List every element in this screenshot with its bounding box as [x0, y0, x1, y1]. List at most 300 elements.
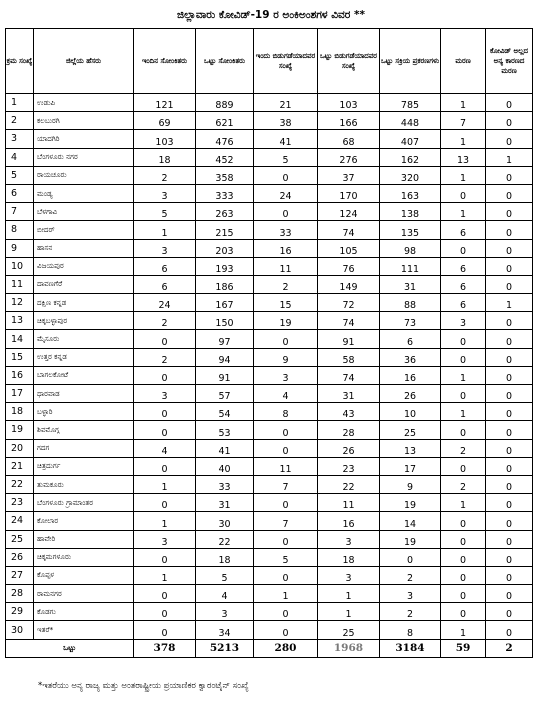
cell-today: 0 [134, 621, 196, 639]
cell-other-deaths: 1 [486, 148, 533, 166]
cell-district: ರಾಯಚೂರು [34, 166, 134, 184]
cell-district: ಹಾವೇರಿ [34, 530, 134, 548]
cell-discharged-total: 76 [318, 257, 380, 275]
cell-total: 5 [196, 566, 254, 584]
cell-total: 4 [196, 585, 254, 603]
cell-sno: 3 [6, 130, 34, 148]
table-row [6, 548, 533, 566]
cell-active: 785 [380, 94, 441, 112]
cell-today: 2 [134, 312, 196, 330]
cell-discharged-total: 23 [318, 457, 380, 475]
table-row [6, 621, 533, 639]
cell-discharged-total: 3 [318, 530, 380, 548]
cell-other-deaths: 0 [486, 330, 533, 348]
table-row [6, 439, 533, 457]
cell-today: 1 [134, 221, 196, 239]
cell-today: 0 [134, 548, 196, 566]
cell-discharged-today: 3 [254, 366, 318, 384]
cell-other-deaths: 0 [486, 603, 533, 621]
table-row [6, 403, 533, 421]
cell-other-deaths: 0 [486, 475, 533, 493]
cell-other-deaths: 0 [486, 385, 533, 403]
cell-sno: 11 [6, 275, 34, 293]
cell-sno: 24 [6, 512, 34, 530]
cell-discharged-today: 4 [254, 385, 318, 403]
cell-total: 263 [196, 203, 254, 221]
cell-total: 31 [196, 494, 254, 512]
header-total: ಒಟ್ಟು ಸೋಂಕಿತರು [196, 29, 254, 94]
cell-discharged-total: 43 [318, 403, 380, 421]
cell-other-deaths: 0 [486, 94, 533, 112]
covid-stats-table [5, 28, 533, 658]
table-row [6, 494, 533, 512]
cell-active: 163 [380, 184, 441, 202]
cell-active: 88 [380, 294, 441, 312]
table-row [6, 184, 533, 202]
cell-today: 3 [134, 530, 196, 548]
cell-deaths: 2 [441, 475, 486, 493]
table-row [6, 330, 533, 348]
cell-other-deaths: 0 [486, 439, 533, 457]
totals-row [6, 639, 533, 657]
cell-deaths: 0 [441, 603, 486, 621]
cell-sno: 2 [6, 112, 34, 130]
cell-active: 14 [380, 512, 441, 530]
cell-deaths: 0 [441, 184, 486, 202]
cell-discharged-today: 16 [254, 239, 318, 257]
cell-active: 26 [380, 385, 441, 403]
table-row [6, 130, 533, 148]
cell-discharged-today: 38 [254, 112, 318, 130]
cell-today: 103 [134, 130, 196, 148]
cell-active: 320 [380, 166, 441, 184]
cell-other-deaths: 0 [486, 184, 533, 202]
cell-deaths: 3 [441, 312, 486, 330]
cell-sno: 26 [6, 548, 34, 566]
cell-today: 6 [134, 257, 196, 275]
table-row [6, 294, 533, 312]
cell-today: 6 [134, 275, 196, 293]
totals-active: 3184 [380, 639, 441, 657]
cell-district: ಬಾಗಲಕೋಟೆ [34, 366, 134, 384]
cell-total: 53 [196, 421, 254, 439]
table-row [6, 275, 533, 293]
cell-sno: 1 [6, 94, 34, 112]
cell-other-deaths: 0 [486, 621, 533, 639]
cell-discharged-total: 28 [318, 421, 380, 439]
cell-sno: 13 [6, 312, 34, 330]
totals-discharged-today: 280 [254, 639, 318, 657]
table-row [6, 94, 533, 112]
cell-total: 30 [196, 512, 254, 530]
cell-district: ದಾವಣಗೆರೆ [34, 275, 134, 293]
cell-other-deaths: 1 [486, 294, 533, 312]
cell-active: 19 [380, 494, 441, 512]
cell-active: 19 [380, 530, 441, 548]
cell-discharged-today: 0 [254, 330, 318, 348]
cell-sno: 19 [6, 421, 34, 439]
cell-other-deaths: 0 [486, 275, 533, 293]
table-row [6, 603, 533, 621]
cell-today: 0 [134, 330, 196, 348]
cell-district: ದಕ್ಷಿಣ ಕನ್ನಡ [34, 294, 134, 312]
table-row [6, 530, 533, 548]
cell-discharged-today: 11 [254, 457, 318, 475]
cell-active: 25 [380, 421, 441, 439]
cell-discharged-today: 8 [254, 403, 318, 421]
cell-sno: 29 [6, 603, 34, 621]
cell-deaths: 0 [441, 385, 486, 403]
cell-discharged-total: 22 [318, 475, 380, 493]
cell-discharged-today: 0 [254, 421, 318, 439]
cell-today: 0 [134, 585, 196, 603]
cell-discharged-today: 15 [254, 294, 318, 312]
cell-sno: 15 [6, 348, 34, 366]
cell-active: 2 [380, 566, 441, 584]
cell-active: 10 [380, 403, 441, 421]
cell-deaths: 0 [441, 330, 486, 348]
cell-other-deaths: 0 [486, 548, 533, 566]
header-row [6, 29, 533, 94]
cell-discharged-total: 149 [318, 275, 380, 293]
cell-active: 3 [380, 585, 441, 603]
cell-sno: 8 [6, 221, 34, 239]
cell-district: ಕೊಡಗು [34, 603, 134, 621]
table-row [6, 566, 533, 584]
cell-discharged-today: 0 [254, 621, 318, 639]
cell-total: 203 [196, 239, 254, 257]
cell-today: 0 [134, 603, 196, 621]
cell-today: 18 [134, 148, 196, 166]
table-row [6, 203, 533, 221]
cell-sno: 21 [6, 457, 34, 475]
cell-district: ಬೆಂಗಳೂರು ಗ್ರಾಮಾಂತರ [34, 494, 134, 512]
cell-sno: 20 [6, 439, 34, 457]
cell-deaths: 0 [441, 548, 486, 566]
cell-other-deaths: 0 [486, 239, 533, 257]
table-row [6, 312, 533, 330]
cell-discharged-today: 24 [254, 184, 318, 202]
cell-other-deaths: 0 [486, 403, 533, 421]
cell-sno: 30 [6, 621, 34, 639]
cell-today: 2 [134, 166, 196, 184]
cell-discharged-total: 74 [318, 312, 380, 330]
cell-district: ಉತ್ತರ ಕನ್ನಡ [34, 348, 134, 366]
cell-district: ಇತರೆ* [34, 621, 134, 639]
cell-discharged-total: 166 [318, 112, 380, 130]
cell-sno: 14 [6, 330, 34, 348]
cell-active: 2 [380, 603, 441, 621]
cell-total: 193 [196, 257, 254, 275]
cell-district: ಕಲಬುರಗಿ [34, 112, 134, 130]
cell-sno: 17 [6, 385, 34, 403]
cell-district: ಯಾದಗಿರಿ [34, 130, 134, 148]
cell-district: ಬೀದರ್ [34, 221, 134, 239]
table-row [6, 475, 533, 493]
cell-other-deaths: 0 [486, 312, 533, 330]
cell-total: 18 [196, 548, 254, 566]
cell-deaths: 0 [441, 457, 486, 475]
cell-active: 9 [380, 475, 441, 493]
cell-discharged-total: 31 [318, 385, 380, 403]
cell-deaths: 1 [441, 203, 486, 221]
cell-deaths: 1 [441, 621, 486, 639]
cell-active: 36 [380, 348, 441, 366]
cell-active: 135 [380, 221, 441, 239]
cell-discharged-total: 25 [318, 621, 380, 639]
cell-deaths: 1 [441, 494, 486, 512]
cell-deaths: 6 [441, 275, 486, 293]
cell-total: 167 [196, 294, 254, 312]
cell-discharged-today: 0 [254, 439, 318, 457]
cell-today: 121 [134, 94, 196, 112]
table-row [6, 385, 533, 403]
cell-today: 69 [134, 112, 196, 130]
cell-total: 91 [196, 366, 254, 384]
cell-sno: 22 [6, 475, 34, 493]
cell-other-deaths: 0 [486, 585, 533, 603]
cell-discharged-today: 7 [254, 512, 318, 530]
cell-discharged-total: 16 [318, 512, 380, 530]
cell-total: 41 [196, 439, 254, 457]
cell-deaths: 1 [441, 403, 486, 421]
cell-district: ಮಂಡ್ಯ [34, 184, 134, 202]
cell-district: ಬೆಳಗಾವಿ [34, 203, 134, 221]
totals-total: 5213 [196, 639, 254, 657]
cell-discharged-total: 18 [318, 548, 380, 566]
cell-today: 0 [134, 494, 196, 512]
table-row [6, 348, 533, 366]
cell-deaths: 0 [441, 239, 486, 257]
cell-discharged-today: 33 [254, 221, 318, 239]
cell-district: ಚಿತ್ರದುರ್ಗ [34, 457, 134, 475]
totals-label: ಒಟ್ಟು [6, 639, 134, 657]
header-today: ಇಂದಿನ ಸೋಂಕಿತರು [134, 29, 196, 94]
cell-district: ವಿಜಯಪುರ [34, 257, 134, 275]
cell-sno: 16 [6, 366, 34, 384]
cell-today: 1 [134, 512, 196, 530]
cell-deaths: 0 [441, 530, 486, 548]
cell-today: 0 [134, 457, 196, 475]
cell-other-deaths: 0 [486, 421, 533, 439]
page-title: ಜಿಲ್ಲಾವಾರು ಕೋವಿಡ್-19 ರ ಅಂಕಿಅಂಶಗಳ ವಿವರ ** [177, 9, 365, 21]
cell-district: ಕೋಲಾರ [34, 512, 134, 530]
table-row [6, 239, 533, 257]
cell-deaths: 0 [441, 512, 486, 530]
cell-discharged-total: 26 [318, 439, 380, 457]
cell-discharged-today: 2 [254, 275, 318, 293]
cell-deaths: 1 [441, 130, 486, 148]
cell-sno: 5 [6, 166, 34, 184]
cell-total: 889 [196, 94, 254, 112]
cell-sno: 23 [6, 494, 34, 512]
cell-today: 4 [134, 439, 196, 457]
cell-district: ಉಡುಪಿ [34, 94, 134, 112]
table-row [6, 257, 533, 275]
cell-other-deaths: 0 [486, 348, 533, 366]
cell-active: 73 [380, 312, 441, 330]
cell-discharged-today: 19 [254, 312, 318, 330]
cell-active: 8 [380, 621, 441, 639]
cell-today: 3 [134, 385, 196, 403]
cell-active: 448 [380, 112, 441, 130]
cell-discharged-total: 91 [318, 330, 380, 348]
cell-discharged-total: 58 [318, 348, 380, 366]
cell-other-deaths: 0 [486, 530, 533, 548]
cell-discharged-total: 105 [318, 239, 380, 257]
cell-sno: 6 [6, 184, 34, 202]
cell-discharged-today: 0 [254, 603, 318, 621]
cell-today: 1 [134, 566, 196, 584]
cell-discharged-today: 0 [254, 566, 318, 584]
cell-district: ತುಮಕೂರು [34, 475, 134, 493]
header-discharged-total: ಒಟ್ಟು ಬಿಡುಗಡೆಯಾದವರ ಸಂಖ್ಯೆ [318, 29, 380, 94]
table-row [6, 366, 533, 384]
cell-discharged-total: 1 [318, 585, 380, 603]
table-row [6, 421, 533, 439]
cell-district: ಬಳ್ಳಾರಿ [34, 403, 134, 421]
cell-total: 97 [196, 330, 254, 348]
cell-deaths: 0 [441, 566, 486, 584]
cell-discharged-today: 0 [254, 494, 318, 512]
cell-total: 40 [196, 457, 254, 475]
cell-active: 16 [380, 366, 441, 384]
cell-total: 3 [196, 603, 254, 621]
cell-other-deaths: 0 [486, 166, 533, 184]
header-deaths: ಮರಣ [441, 29, 486, 94]
cell-deaths: 13 [441, 148, 486, 166]
cell-active: 0 [380, 548, 441, 566]
cell-deaths: 6 [441, 294, 486, 312]
cell-active: 162 [380, 148, 441, 166]
cell-discharged-total: 3 [318, 566, 380, 584]
cell-total: 57 [196, 385, 254, 403]
cell-district: ಚಿಕ್ಕಮಗಳೂರು [34, 548, 134, 566]
cell-total: 621 [196, 112, 254, 130]
cell-district: ಧಾರವಾಡ [34, 385, 134, 403]
cell-today: 24 [134, 294, 196, 312]
cell-discharged-today: 21 [254, 94, 318, 112]
footnote: *ಇತರೆಯು ಅನ್ಯ ರಾಜ್ಯ ಮತ್ತು ಅಂತರಾಷ್ಟ್ರೀಯ ಪ್ರಯಾಣಿಕರ ಕ್ವಾರಂಟೈನ್ ಸಂಖ್ಯೆ [38, 681, 249, 691]
table-row [6, 585, 533, 603]
cell-sno: 10 [6, 257, 34, 275]
table-row [6, 148, 533, 166]
cell-other-deaths: 0 [486, 130, 533, 148]
totals-other-deaths: 2 [486, 639, 533, 657]
cell-discharged-total: 124 [318, 203, 380, 221]
header-district: ಜಿಲ್ಲೆಯ ಹೆಸರು [34, 29, 134, 94]
header-active: ಒಟ್ಟು ಸಕ್ರಿಯ ಪ್ರಕರಣಗಳು [380, 29, 441, 94]
table-row [6, 166, 533, 184]
cell-total: 186 [196, 275, 254, 293]
cell-other-deaths: 0 [486, 203, 533, 221]
cell-today: 3 [134, 184, 196, 202]
table-row [6, 512, 533, 530]
cell-district: ಗದಗ [34, 439, 134, 457]
cell-discharged-today: 5 [254, 148, 318, 166]
cell-total: 33 [196, 475, 254, 493]
totals-deaths: 59 [441, 639, 486, 657]
totals-discharged-total: 1968 [318, 639, 380, 657]
cell-total: 94 [196, 348, 254, 366]
cell-discharged-today: 0 [254, 203, 318, 221]
cell-discharged-total: 170 [318, 184, 380, 202]
cell-deaths: 1 [441, 166, 486, 184]
cell-today: 3 [134, 239, 196, 257]
totals-today: 378 [134, 639, 196, 657]
cell-sno: 28 [6, 585, 34, 603]
cell-deaths: 7 [441, 112, 486, 130]
cell-deaths: 1 [441, 366, 486, 384]
cell-other-deaths: 0 [486, 257, 533, 275]
cell-discharged-total: 11 [318, 494, 380, 512]
cell-active: 98 [380, 239, 441, 257]
cell-discharged-today: 41 [254, 130, 318, 148]
cell-other-deaths: 0 [486, 221, 533, 239]
cell-other-deaths: 0 [486, 366, 533, 384]
cell-discharged-total: 276 [318, 148, 380, 166]
cell-sno: 4 [6, 148, 34, 166]
cell-total: 358 [196, 166, 254, 184]
cell-today: 0 [134, 403, 196, 421]
cell-deaths: 6 [441, 257, 486, 275]
cell-district: ಕೊಪ್ಪಳ [34, 566, 134, 584]
cell-total: 476 [196, 130, 254, 148]
cell-today: 0 [134, 421, 196, 439]
cell-discharged-total: 72 [318, 294, 380, 312]
table-row [6, 112, 533, 130]
table-row [6, 221, 533, 239]
cell-discharged-today: 7 [254, 475, 318, 493]
cell-discharged-total: 74 [318, 221, 380, 239]
cell-other-deaths: 0 [486, 494, 533, 512]
cell-active: 111 [380, 257, 441, 275]
cell-active: 407 [380, 130, 441, 148]
cell-other-deaths: 0 [486, 566, 533, 584]
cell-deaths: 1 [441, 94, 486, 112]
cell-discharged-total: 1 [318, 603, 380, 621]
cell-sno: 9 [6, 239, 34, 257]
cell-deaths: 6 [441, 221, 486, 239]
cell-total: 150 [196, 312, 254, 330]
header-discharged-today: ಇಂದು ಬಿಡುಗಡೆಯಾದವರ ಸಂಖ್ಯೆ [254, 29, 318, 94]
cell-district: ಮೈಸೂರು [34, 330, 134, 348]
cell-discharged-total: 68 [318, 130, 380, 148]
cell-discharged-today: 0 [254, 166, 318, 184]
cell-today: 2 [134, 348, 196, 366]
header-sno: ಕ್ರಮ ಸಂಖ್ಯೆ [6, 29, 34, 94]
cell-discharged-total: 37 [318, 166, 380, 184]
cell-active: 138 [380, 203, 441, 221]
cell-district: ಚಿಕ್ಕಬಳ್ಳಾಪುರ [34, 312, 134, 330]
cell-other-deaths: 0 [486, 457, 533, 475]
cell-sno: 7 [6, 203, 34, 221]
cell-total: 54 [196, 403, 254, 421]
cell-active: 13 [380, 439, 441, 457]
cell-discharged-today: 5 [254, 548, 318, 566]
cell-active: 17 [380, 457, 441, 475]
cell-active: 6 [380, 330, 441, 348]
cell-deaths: 0 [441, 585, 486, 603]
cell-total: 22 [196, 530, 254, 548]
cell-deaths: 2 [441, 439, 486, 457]
header-other-deaths: ಕೋವಿಡ್ ಅಲ್ಲದ ಅನ್ಯ ಕಾರಣದ ಮರಣ [486, 29, 533, 94]
cell-today: 5 [134, 203, 196, 221]
cell-district: ರಾಮನಗರ [34, 585, 134, 603]
cell-district: ಶಿವಮೊಗ್ಗ [34, 421, 134, 439]
cell-total: 333 [196, 184, 254, 202]
cell-discharged-today: 1 [254, 585, 318, 603]
